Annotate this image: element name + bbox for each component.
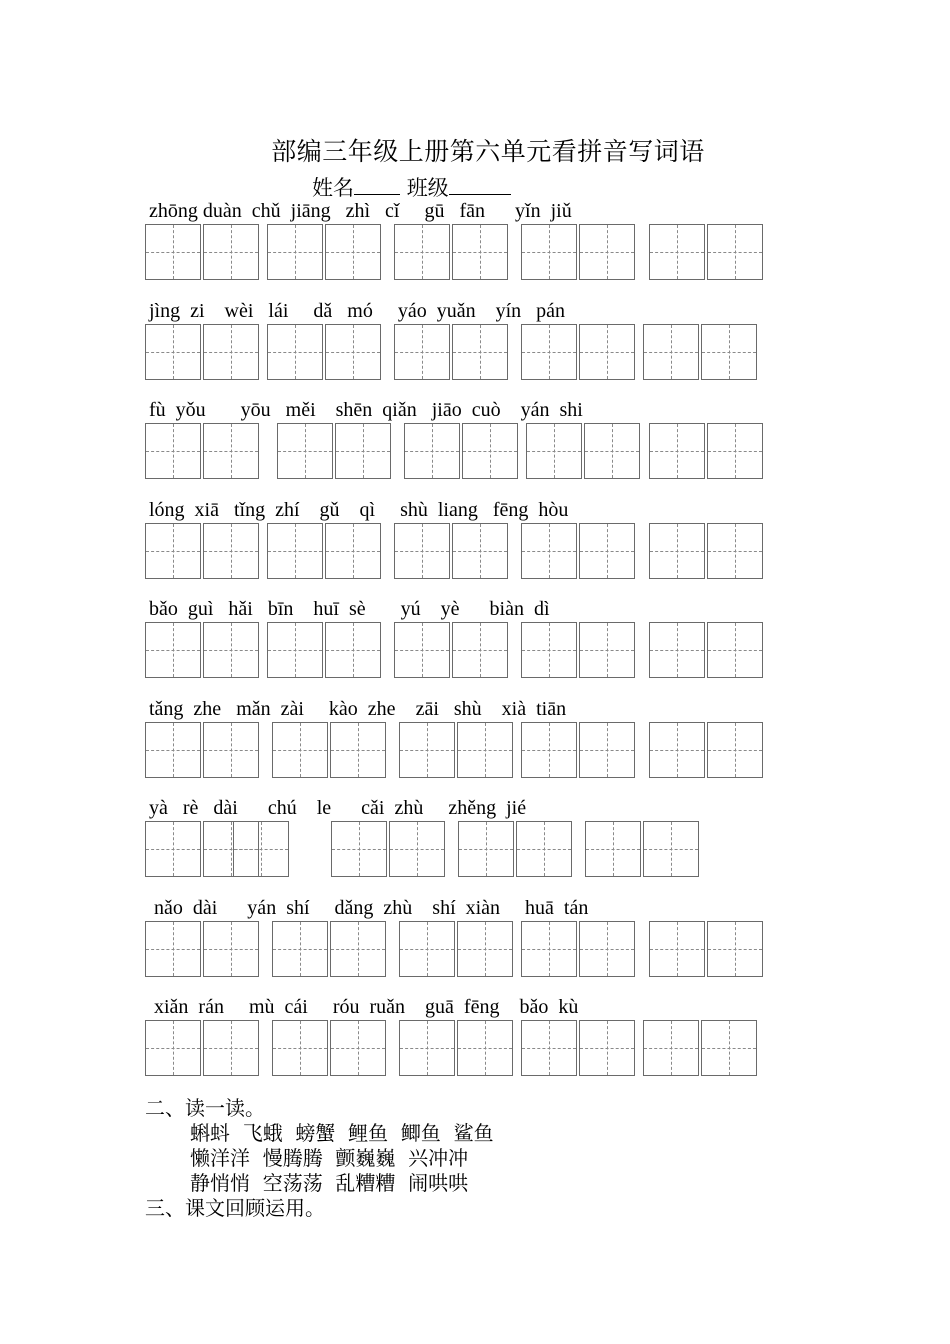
writing-grid bbox=[145, 423, 785, 481]
reading-section bbox=[145, 1096, 494, 1221]
writing-cell[interactable] bbox=[526, 423, 582, 479]
writing-cell[interactable] bbox=[707, 722, 763, 778]
writing-cell[interactable] bbox=[457, 1020, 513, 1076]
writing-cell[interactable] bbox=[330, 722, 386, 778]
writing-cell[interactable] bbox=[267, 224, 323, 280]
writing-cell[interactable] bbox=[521, 1020, 577, 1076]
writing-cell[interactable] bbox=[458, 821, 514, 877]
writing-cell[interactable] bbox=[394, 224, 450, 280]
writing-cell[interactable] bbox=[325, 523, 381, 579]
name-blank[interactable] bbox=[354, 194, 400, 195]
writing-cell[interactable] bbox=[399, 1020, 455, 1076]
writing-cell[interactable] bbox=[272, 921, 328, 977]
pinyin-line: lóng xiā tǐng zhí gǔ qì shù liang fēng hòu bbox=[149, 499, 569, 521]
writing-cell[interactable] bbox=[145, 1020, 201, 1076]
writing-cell[interactable] bbox=[267, 523, 323, 579]
writing-cell[interactable] bbox=[579, 622, 635, 678]
writing-cell[interactable] bbox=[452, 324, 508, 380]
writing-grid bbox=[145, 722, 785, 780]
writing-cell[interactable] bbox=[145, 423, 201, 479]
writing-cell[interactable] bbox=[394, 324, 450, 380]
writing-cell[interactable] bbox=[389, 821, 445, 877]
writing-cell[interactable] bbox=[457, 921, 513, 977]
writing-cell[interactable] bbox=[394, 523, 450, 579]
writing-cell[interactable] bbox=[145, 821, 201, 877]
pinyin-line: bǎo guì hǎi bīn huī sè yú yè biàn dì bbox=[149, 598, 550, 620]
writing-cell[interactable] bbox=[203, 423, 259, 479]
writing-cell[interactable] bbox=[707, 423, 763, 479]
writing-cell[interactable] bbox=[203, 622, 259, 678]
writing-cell[interactable] bbox=[521, 921, 577, 977]
writing-cell[interactable] bbox=[579, 224, 635, 280]
writing-cell[interactable] bbox=[584, 423, 640, 479]
page-title: 部编三年级上册第六单元看拼音写词语 bbox=[271, 137, 705, 166]
class-label: 班级 bbox=[406, 176, 449, 200]
writing-cell[interactable] bbox=[707, 622, 763, 678]
writing-cell[interactable] bbox=[452, 622, 508, 678]
writing-cell[interactable] bbox=[579, 1020, 635, 1076]
writing-grid bbox=[145, 324, 785, 382]
writing-cell[interactable] bbox=[203, 1020, 259, 1076]
writing-cell[interactable] bbox=[394, 622, 450, 678]
writing-cell[interactable] bbox=[521, 324, 577, 380]
writing-cell[interactable] bbox=[267, 622, 323, 678]
writing-cell[interactable] bbox=[233, 821, 289, 877]
writing-cell[interactable] bbox=[203, 324, 259, 380]
writing-cell[interactable] bbox=[585, 821, 641, 877]
pinyin-line: yà rè dài chú le cǎi zhù zhěng jié bbox=[149, 797, 527, 819]
writing-cell[interactable] bbox=[145, 622, 201, 678]
pinyin-line: xiǎn rán mù cái róu ruǎn guā fēng bǎo kù bbox=[149, 996, 579, 1018]
name-class-line bbox=[312, 172, 511, 202]
writing-cell[interactable] bbox=[330, 921, 386, 977]
writing-cell[interactable] bbox=[579, 722, 635, 778]
writing-cell[interactable] bbox=[643, 1020, 699, 1076]
pinyin-line: jìng zi wèi lái dǎ mó yáo yuǎn yín pán bbox=[149, 300, 566, 322]
writing-cell[interactable] bbox=[325, 224, 381, 280]
writing-cell[interactable] bbox=[707, 224, 763, 280]
writing-cell[interactable] bbox=[521, 622, 577, 678]
writing-cell[interactable] bbox=[701, 1020, 757, 1076]
writing-cell[interactable] bbox=[452, 224, 508, 280]
writing-cell[interactable] bbox=[203, 921, 259, 977]
writing-grid bbox=[145, 622, 785, 680]
writing-cell[interactable] bbox=[516, 821, 572, 877]
writing-grid bbox=[145, 224, 785, 282]
writing-cell[interactable] bbox=[707, 921, 763, 977]
reading-line: 懒洋洋 慢腾腾 颤巍巍 兴冲冲 bbox=[190, 1146, 469, 1170]
writing-cell[interactable] bbox=[521, 722, 577, 778]
writing-grid bbox=[145, 821, 785, 879]
section2-heading: 二、读一读。 bbox=[145, 1096, 265, 1120]
writing-cell[interactable] bbox=[145, 523, 201, 579]
writing-cell[interactable] bbox=[203, 224, 259, 280]
writing-cell[interactable] bbox=[335, 423, 391, 479]
writing-cell[interactable] bbox=[579, 921, 635, 977]
pinyin-line: fù yǒu yōu měi shēn qiǎn jiāo cuò yán shi bbox=[149, 399, 583, 421]
writing-grid bbox=[145, 921, 785, 979]
writing-cell[interactable] bbox=[145, 324, 201, 380]
section3-heading: 三、课文回顾运用。 bbox=[145, 1196, 325, 1220]
writing-cell[interactable] bbox=[649, 921, 705, 977]
writing-cell[interactable] bbox=[649, 722, 705, 778]
writing-cell[interactable] bbox=[649, 423, 705, 479]
writing-cell[interactable] bbox=[643, 821, 699, 877]
writing-cell[interactable] bbox=[272, 722, 328, 778]
writing-cell[interactable] bbox=[649, 523, 705, 579]
writing-cell[interactable] bbox=[145, 921, 201, 977]
writing-grid bbox=[145, 1020, 785, 1078]
pinyin-line: zhōng duàn chǔ jiāng zhì cǐ gū fān yǐn jiǔ bbox=[149, 200, 572, 222]
writing-cell[interactable] bbox=[579, 324, 635, 380]
writing-cell[interactable] bbox=[521, 523, 577, 579]
writing-cell[interactable] bbox=[649, 224, 705, 280]
writing-cell[interactable] bbox=[452, 523, 508, 579]
name-label: 姓名 bbox=[312, 176, 354, 200]
writing-cell[interactable] bbox=[145, 224, 201, 280]
writing-cell[interactable] bbox=[643, 324, 699, 380]
writing-cell[interactable] bbox=[707, 523, 763, 579]
writing-cell[interactable] bbox=[267, 324, 323, 380]
writing-cell[interactable] bbox=[462, 423, 518, 479]
writing-cell[interactable] bbox=[145, 722, 201, 778]
writing-cell[interactable] bbox=[331, 821, 387, 877]
writing-cell[interactable] bbox=[330, 1020, 386, 1076]
writing-cell[interactable] bbox=[457, 722, 513, 778]
writing-cell[interactable] bbox=[399, 722, 455, 778]
writing-cell[interactable] bbox=[325, 622, 381, 678]
writing-cell[interactable] bbox=[203, 523, 259, 579]
writing-cell[interactable] bbox=[701, 324, 757, 380]
writing-cell[interactable] bbox=[521, 224, 577, 280]
reading-line: 蝌蚪 飞蛾 螃蟹 鲤鱼 鲫鱼 鲨鱼 bbox=[190, 1121, 494, 1145]
writing-cell[interactable] bbox=[649, 622, 705, 678]
pinyin-line: tǎng zhe mǎn zài kào zhe zāi shù xià tiān bbox=[149, 698, 567, 720]
writing-cell[interactable] bbox=[272, 1020, 328, 1076]
writing-cell[interactable] bbox=[203, 722, 259, 778]
writing-cell[interactable] bbox=[325, 324, 381, 380]
writing-cell[interactable] bbox=[399, 921, 455, 977]
reading-line: 静悄悄 空荡荡 乱糟糟 闹哄哄 bbox=[190, 1171, 469, 1195]
class-blank[interactable] bbox=[449, 194, 511, 195]
writing-cell[interactable] bbox=[404, 423, 460, 479]
writing-grid bbox=[145, 523, 785, 581]
writing-cell[interactable] bbox=[277, 423, 333, 479]
writing-cell[interactable] bbox=[579, 523, 635, 579]
pinyin-line: nǎo dài yán shí dǎng zhù shí xiàn huā tán bbox=[149, 897, 589, 919]
